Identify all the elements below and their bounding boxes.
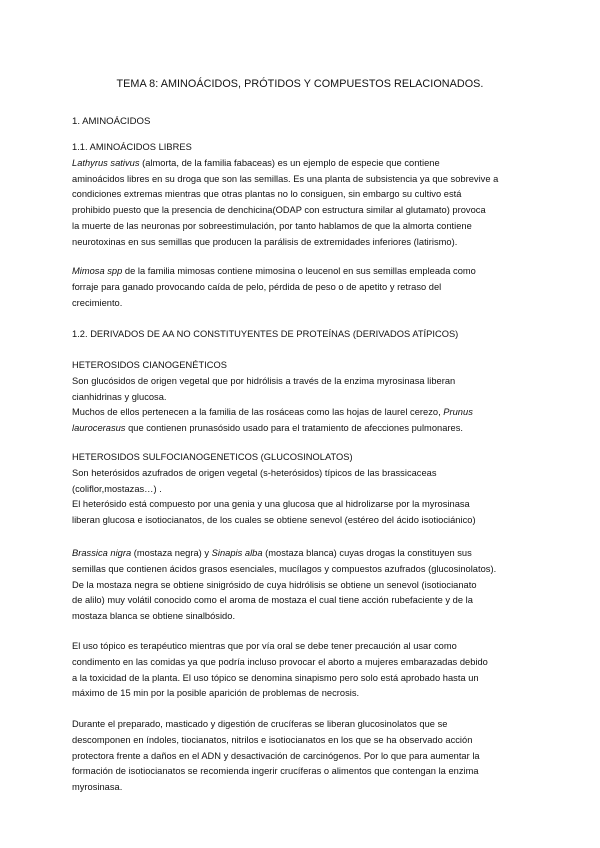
species-name: Mimosa spp [72,266,123,276]
species-name: Brassica nigra [72,548,132,558]
subsection-heading: 1.1. AMINOÁCIDOS LIBRES [72,142,192,152]
paragraph-uso-topico [72,639,532,702]
paragraph-line [72,156,532,172]
paragraph-line: máximo de 15 min por la posible aparición de problemas de necrosis. [72,688,360,699]
subsection-heading: 1.2. DERIVADOS DE AA NO CONSTITUYENTES DE PROTEÍNAS (DERIVADOS ATÍPICOS) [72,329,459,339]
paragraph-glucosinolatos [72,450,532,529]
paragraph-line: De la mostaza negra se obtiene sinigrósido de cuya hidrólisis se obtiene un senevol (isotiocianato [72,579,477,590]
paragraph-line: protectora frente a daños en el ADN y desactivación de carcinógenos. Por lo que para aumentar la [72,750,480,761]
text-run: que contienen prunasósido usado para el tratamiento de afecciones pulmonares. [125,423,463,434]
paragraph-line: descomponen en índoles, tiocianatos, nitrilos e isotiocianatos en los que se ha observado acción [72,734,473,745]
species-name: Sinapis alba [211,548,263,558]
paragraph-line: a la toxicidad de la planta. El uso tópico se denomina sinapismo pero solo está aprobado hasta un [72,672,479,683]
subsection-derivados [72,327,532,343]
paragraph-line: condimento en las comidas ya que podría incluso provocar el aborto a mujeres embarazadas debido [72,656,488,667]
species-name: Lathyrus sativus [72,157,140,168]
paragraph-line: forraje para ganado provocando caída de pelo, pérdida de peso o de apetito y retraso del [72,281,442,292]
paragraph-line: El uso tópico es terapéutico mientras que por vía oral se debe tener precaución al usar como [72,641,457,651]
paragraph-cianogeneticos [72,358,532,437]
paragraph-line: formación de isotiocianatos se recomienda ingerir crucíferas o alimentos que contengan la enzima [72,766,479,777]
paragraph-line: myrosinasa. [72,782,123,793]
document-title: TEMA 8: AMINOÁCIDOS, PRÓTIDOS Y COMPUESTOS RELACIONADOS. [116,78,484,90]
text-run: (mostaza blanca) cuyas drogas la constituyen sus [262,548,472,558]
subheading: HETEROSIDOS CIANOGENÉTICOS [72,360,227,370]
paragraph-line [72,264,532,280]
section-heading-aminoacidos [72,111,532,130]
subsection-aminoacidos-libres [72,140,532,251]
paragraph-line: Son glucósidos de origen vegetal que por hidrólisis a través de la enzima myrosinasa liberan [72,375,456,386]
paragraph-line: aminoácidos libres en su droga que son las semillas. Es una planta de subsistencia ya que sobrevive a [72,173,499,184]
paragraph-mimosa [72,264,532,311]
section-heading-text: 1. AMINOÁCIDOS [72,116,151,127]
paragraph-brassica [72,546,532,625]
paragraph-line: liberan glucosa e isotiocianatos, de los cuales se obtiene senevol (estéreo del ácido isotiociánico) [72,515,476,526]
paragraph-line: condiciones extremas mientras que otras plantas no lo consiguen, sin embargo su cultivo está [72,189,462,200]
text-run: de la familia mimosas contiene mimosina o leucenol en sus semillas empleada como [122,266,476,276]
paragraph-line: mostaza blanca se obtiene sinalbósido. [72,611,236,622]
species-name: laurocerasus [72,423,126,434]
subheading: HETEROSIDOS SULFOCIANOGENETICOS (GLUCOSINOLATOS) [72,452,353,462]
text-run: (mostaza negra) y [131,548,212,558]
paragraph-line: Durante el preparado, masticado y digestión de crucíferas se liberan glucosinolatos que se [72,719,448,729]
paragraph-line: de alilo) muy volátil conocido como el aroma de mostaza el cual tiene acción rubefaciente y de la [72,595,473,606]
text-run: Muchos de ellos pertenecen a la familia de las rosáceas como las hojas de laurel cerezo, [72,407,444,418]
paragraph-line: (coliflor,mostazas…) . [72,483,162,494]
species-name: Prunus [443,407,473,418]
paragraph-line: prohibido puesto que la presencia de denchicina(ODAP con estructura similar al glutamato) provoca [72,205,486,216]
paragraph-line: El heterósido está compuesto por una genia y una glucosa que al hidrolizarse por la myrosinasa [72,499,470,510]
paragraph-line [72,546,532,562]
paragraph-cruciferas [72,717,532,796]
paragraph-line: crecimiento. [72,297,123,308]
paragraph-line [72,421,532,437]
paragraph-line: semillas que contienen ácidos grasos esenciales, mucílagos y compuestos azufrados (glucosinolatos). [72,563,497,574]
paragraph-line: cianhidrinas y glucosa. [72,391,167,402]
paragraph-line [72,405,532,421]
paragraph-line: Son heterósidos azufrados de origen vegetal (s-heterósidos) típicos de las brassicaceas [72,467,437,478]
paragraph-line: la muerte de las neuronas por sobreestimulación, por tanto hablamos de que la almorta contiene [72,220,472,231]
text-run: (almorta, de la familia fabaceas) es un ejemplo de especie que contiene [139,157,440,168]
paragraph-line: neurotoxinas en sus semillas que producen la parálisis de extremidades inferiores (latirismo). [72,236,458,247]
